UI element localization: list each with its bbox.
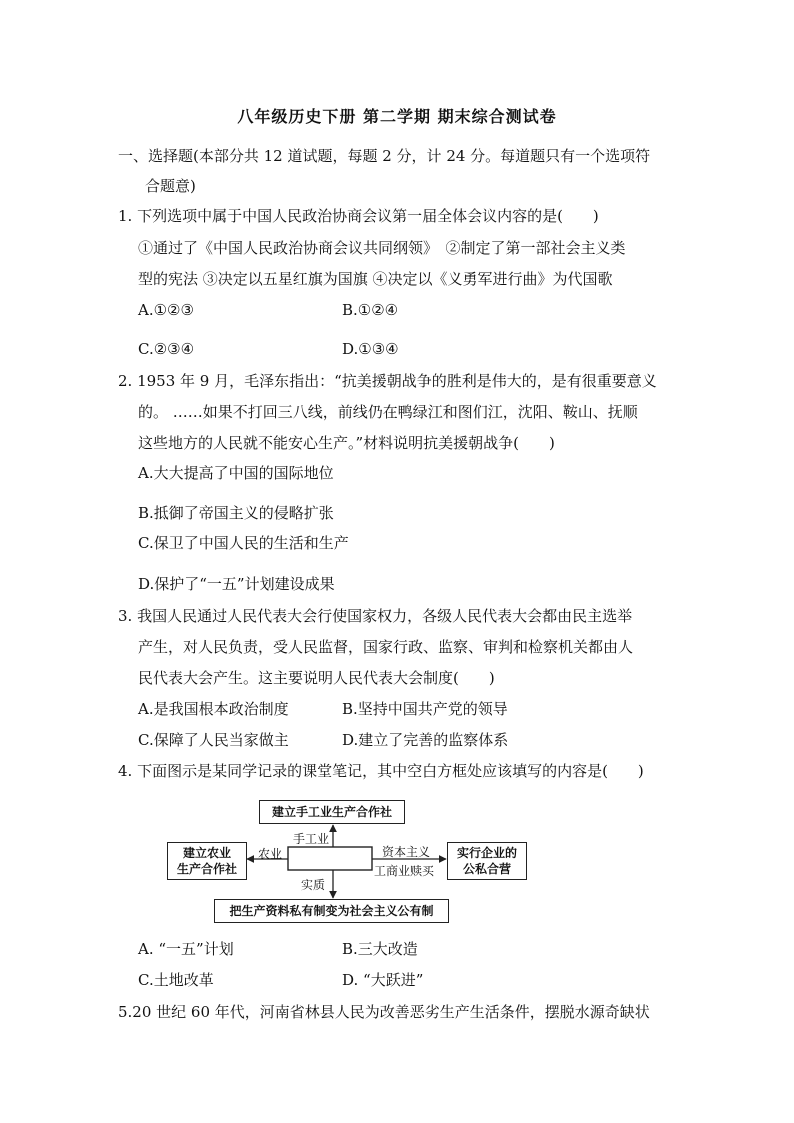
blank-answer-box [288,847,372,870]
diagram-bottom-box: 把生产资料私有制变为社会主义公有制 [214,899,449,923]
q4-option-b[interactable]: B.三大改造 [342,940,418,958]
diagram-label-capitalism: 资本主义 [382,845,431,859]
q2-option-d[interactable]: D.保护了“一五”计划建设成果 [138,575,335,593]
q2-option-a[interactable]: A.大大提高了中国的国际地位 [138,464,334,482]
q3-stem-line2: 产生，对人民负责，受人民监督，国家行政、监察、审判和检察机关都由人 [138,638,634,656]
q1-items-line1: ①通过了《中国人民政治协商会议共同纲领》 ②制定了第一部社会主义类 [138,239,626,257]
q1-items-line2: 型的宪法 ③决定以五星红旗为国旗 ④决定以《义勇军进行曲》为代国歌 [138,270,613,288]
q1-option-d[interactable]: D.①③④ [342,340,399,358]
page-title: 八年级历史下册 第二学期 期末综合测试卷 [237,107,557,126]
q4-stem: 4. 下面图示是某同学记录的课堂笔记，其中空白方框处应该填写的内容是( ) [118,762,644,780]
q3-stem-line3: 民代表大会产生。这主要说明人民代表大会制度( ) [138,669,495,687]
section-heading: 一、选择题(本部分共 12 道试题，每题 2 分，计 24 分。每道题只有一个选项符 [118,147,651,165]
q1-option-a[interactable]: A.①②③ [138,301,194,319]
diagram-right-box-line1: 实行企业的 [456,846,517,860]
q4-option-c[interactable]: C.土地改革 [138,971,214,989]
q1-option-b[interactable]: B.①②④ [342,301,399,319]
diagram-label-agriculture: 农业 [258,847,283,861]
diagram-left-box-line1: 建立农业 [182,846,231,860]
q3-option-b[interactable]: B.坚持中国共产党的领导 [342,700,508,718]
diagram-label-buyout: 工商业赎买 [374,864,435,878]
q2-option-b[interactable]: B.抵御了帝国主义的侵略扩张 [138,504,334,522]
q1-option-c[interactable]: C.②③④ [138,340,195,358]
q2-stem-line3: 这些地方的人民就不能安心生产。”材料说明抗美援朝战争( ) [138,434,555,452]
diagram-label-handicraft: 手工业 [293,832,330,846]
q3-option-d[interactable]: D.建立了完善的监察体系 [342,731,509,749]
diagram-right-box [447,842,527,880]
q5-stem-line1: 5.20 世纪 60 年代，河南省林县人民为改善恶劣生产生活条件，摆脱水源奇缺状 [118,1003,650,1021]
q2-option-c[interactable]: C.保卫了中国人民的生活和生产 [138,534,349,552]
diagram-right-box-line2: 公私合营 [462,862,511,876]
q4-option-d[interactable]: D. “大跃进” [342,971,424,989]
q1-stem: 1. 下列选项中属于中国人民政治协商会议第一届全体会议内容的是( ) [118,207,599,225]
diagram-left-box [167,842,247,880]
q3-option-a[interactable]: A.是我国根本政治制度 [138,700,289,718]
q4-option-a[interactable]: A. “一五”计划 [138,940,234,958]
diagram-label-essence: 实质 [301,878,326,892]
diagram-left-box-line2: 生产合作社 [176,862,237,876]
q2-stem-line1: 2. 1953 年 9 月，毛泽东指出：“抗美援朝战争的胜利是伟大的，是有很重要意义 [118,372,657,390]
section-heading-cont: 合题意) [145,177,196,195]
q2-stem-line2: 的。 ……如果不打回三八线，前线仍在鸭绿江和图们江，沈阳、鞍山、抚顺 [138,403,638,421]
q3-option-c[interactable]: C.保障了人民当家做主 [138,731,289,749]
q3-stem-line1: 3. 我国人民通过人民代表大会行使国家权力，各级人民代表大会都由民主选举 [118,607,633,625]
diagram-top-box: 建立手工业生产合作社 [259,800,405,824]
